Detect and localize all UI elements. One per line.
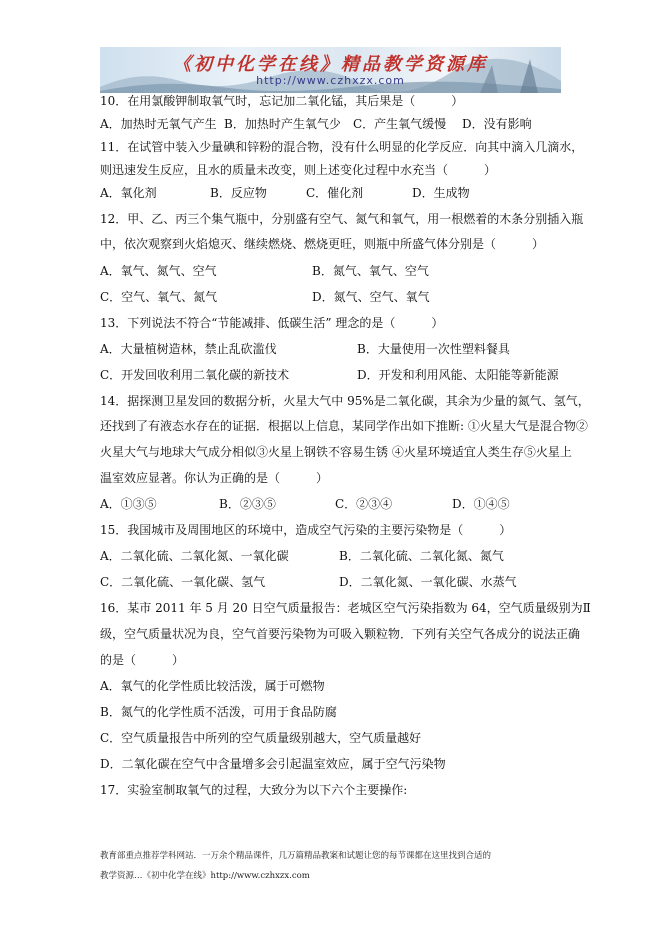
question-14-stem-line3: 火星大气与地球大气成分相似③火星上钢铁不容易生锈 ④火星环境适宜人类生存⑤火星上 (100, 445, 572, 459)
question-16-stem-line2: 级，空气质量状况为良，空气首要污染物为可吸入颗粒物．下列有关空气各成分的说法正确 (100, 627, 581, 641)
q14-option-a: A．①③⑤ (100, 497, 157, 511)
q10-option-b: B．加热时产生氧气少 (224, 117, 341, 131)
footer-line1: 教育部重点推荐学科网站．一万余个精品课件，几万篇精品教案和试题让您的每节课都在这里找到合适的 (100, 851, 492, 861)
q16-option-c: C．空气质量报告中所列的空气质量级别越大，空气质量越好 (100, 731, 422, 745)
q10-option-d: D．没有影响 (462, 117, 532, 131)
q15-option-c: C．二氧化硫、一氧化碳、氢气 (100, 575, 266, 589)
q11-option-b: B．反应物 (210, 186, 267, 200)
q13-option-b: B．大量使用一次性塑料餐具 (357, 342, 510, 356)
q13-option-a: A．大量植树造林，禁止乱砍滥伐 (100, 342, 277, 356)
q14-option-b: B．②③⑤ (219, 497, 276, 511)
question-14-stem-line4: 温室效应显著。你认为正确的是（ ） (100, 471, 329, 485)
q10-option-c: C．产生氧气缓慢 (353, 117, 447, 131)
q14-option-c: C．②③④ (335, 497, 393, 511)
question-14-stem-line2: 还找到了有液态水存在的证据．根据以上信息，某同学作出如下推断: ①火星大气是混合物② (100, 419, 588, 433)
q14-option-d: D．①④⑤ (452, 497, 510, 511)
q15-option-b: B．二氧化硫、二氧化氮、氮气 (339, 549, 504, 563)
q12-option-b: B．氮气、氧气、空气 (312, 264, 429, 278)
q11-option-c: C．催化剂 (306, 186, 364, 200)
question-16-stem-line3: 的是（ ） (100, 653, 185, 667)
banner-title: 《初中化学在线》精品教学资源库 (173, 54, 488, 75)
q10-option-a: A．加热时无氧气产生 (100, 117, 217, 131)
q16-option-b: B．氮气的化学性质不活泼，可用于食品防腐 (100, 705, 337, 719)
q15-option-a: A．二氧化硫、二氧化氮、一氧化碳 (100, 549, 289, 563)
question-16-stem-line1: 16．某市 2011 年 5 月 20 日空气质量报告：老城区空气污染指数为 64，空气质量级别为Ⅱ (100, 601, 591, 615)
banner-url[interactable]: http://www.czhxzx.com (256, 74, 405, 87)
question-12-stem-line2: 中，依次观察到火焰熄灭、继续燃烧、燃烧更旺，则瓶中所盛气体分别是（ ） (100, 237, 545, 251)
question-15-stem: 15．我国城市及周围地区的环境中，造成空气污染的主要污染物是（ ） (100, 523, 512, 537)
q11-option-d: D．生成物 (412, 186, 470, 200)
footer-line2: 教学资源…《初中化学在线》http://www.czhxzx.com (100, 871, 310, 881)
question-13-stem: 13．下列说法不符合“节能减排、低碳生活” 理念的是（ ） (100, 316, 444, 330)
q12-option-d: D．氮气、空气、氧气 (312, 290, 430, 304)
question-14-stem-line1: 14．据探测卫星发回的数据分析，火星大气中 95%是二氧化碳，其余为少量的氮气、氢气， (100, 394, 590, 408)
question-11-stem-line2: 则迅速发生反应，且水的质量未改变，则上述变化过程中水充当（ ） (100, 163, 497, 177)
question-10-stem: 10．在用氯酸钾制取氧气时，忘记加二氧化锰，其后果是（ ） (100, 94, 464, 108)
q15-option-d: D．二氧化氮、一氧化碳、水蒸气 (339, 575, 517, 589)
q13-option-d: D．开发和利用风能、太阳能等新能源 (357, 368, 559, 382)
question-11-stem-line1: 11．在试管中装入少量碘和锌粉的混合物，没有什么明显的化学反应．向其中滴入几滴水， (100, 140, 584, 154)
q13-option-c: C．开发回收利用二氧化碳的新技术 (100, 368, 290, 382)
header-banner (100, 47, 561, 93)
q11-option-a: A．氧化剂 (100, 186, 157, 200)
q12-option-c: C．空气、氧气、氮气 (100, 290, 218, 304)
question-12-stem-line1: 12．甲、乙、丙三个集气瓶中，分别盛有空气、氮气和氧气，用一根燃着的木条分别插入瓶 (100, 212, 584, 226)
q16-option-a: A．氧气的化学性质比较活泼，属于可燃物 (100, 679, 325, 693)
question-17-stem: 17．实验室制取氧气的过程，大致分为以下六个主要操作: (100, 783, 408, 797)
q12-option-a: A．氧气、氮气、空气 (100, 264, 217, 278)
q16-option-d: D．二氧化碳在空气中含量增多会引起温室效应，属于空气污染物 (100, 757, 446, 771)
